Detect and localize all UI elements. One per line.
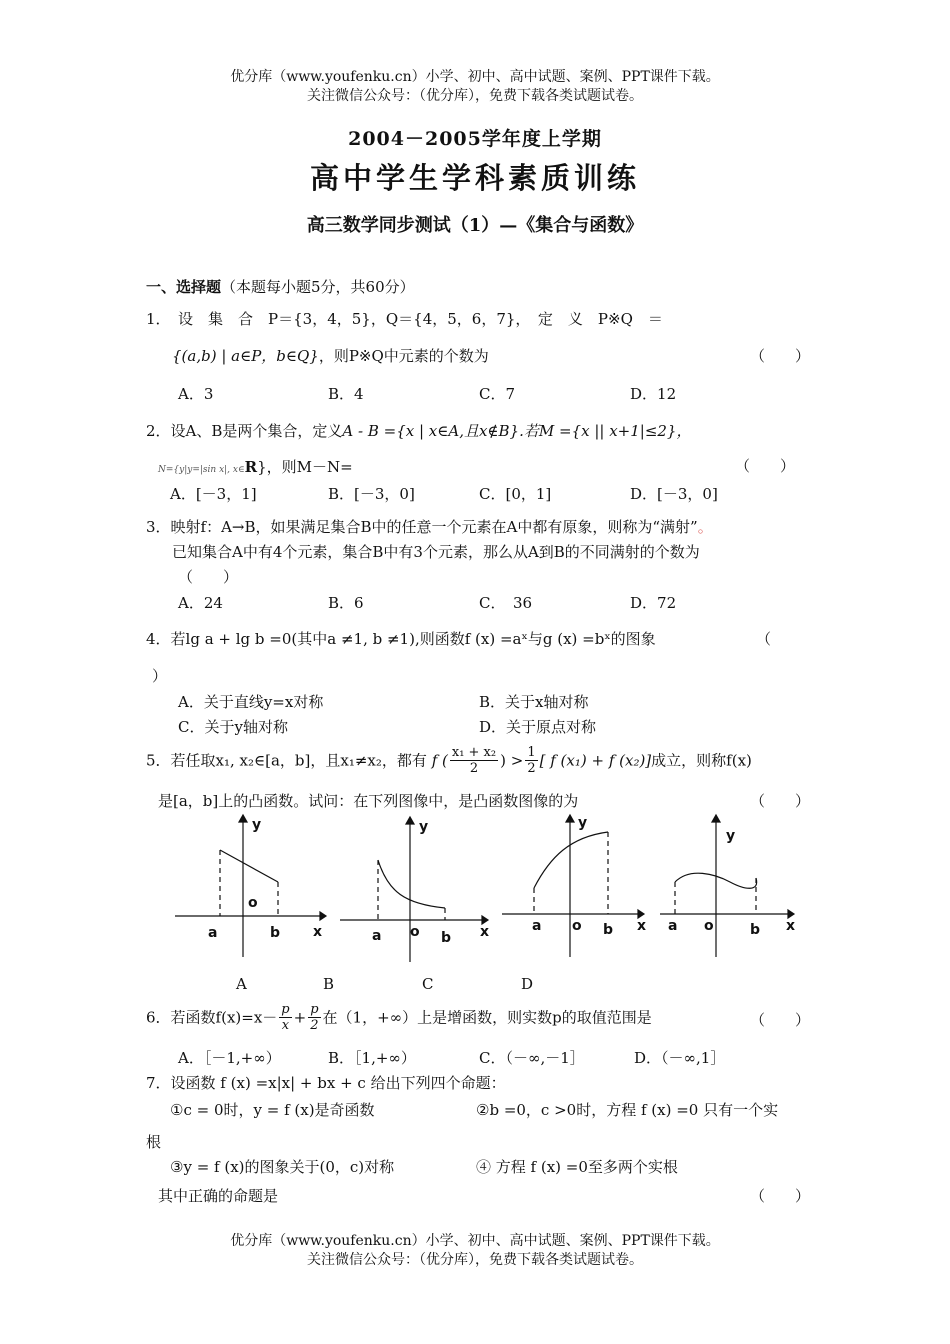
q2-line1 (146, 420, 691, 441)
header-ad-line1: 优分库（www.youfenku.cn）小学、初中、高中试题、案例、PPT课件下载。 (230, 69, 720, 85)
graph-d-x-label: x (786, 918, 796, 934)
graph-a-o-label: o (248, 895, 258, 911)
q6-option-b: B．［1,+∞） (328, 1049, 416, 1067)
q1-line1: 1． 设 集 合 P＝{3，4，5}，Q＝{4，5，6，7}， 定 义 P※Q ＝ (146, 310, 663, 328)
graph-c-y-label: y (578, 815, 588, 831)
q4-paren-close: ） (152, 667, 168, 685)
q7-prop3: ③y = f (x)的图象关于(0，c)对称 (170, 1158, 395, 1176)
q4-option-c: C．关于y轴对称 (178, 718, 288, 736)
graph-caption-a: A (236, 975, 247, 993)
q5-line2: 是[a，b]上的凸函数。试问：在下列图像中，是凸函数图像的为 (158, 792, 579, 810)
title-year: 2004－2005学年度上学期 (348, 128, 602, 150)
q6-tail: 在（1，+∞）上是增函数，则实数p的取值范围是 (322, 1008, 652, 1027)
graph-a-b-label: b (270, 925, 281, 941)
q2-def-math: A - B ={x | x∈A,且x∉B}.若M ={x || x+1|≤2}， (342, 422, 692, 440)
q1-option-a: A．3 (178, 385, 214, 403)
q1-question: ，则P※Q中元素的个数为 (318, 347, 489, 365)
q4-paren-open: （ (756, 630, 772, 648)
q7-prop1: ①c = 0时，y = f (x)是奇函数 (170, 1101, 375, 1119)
graph-b-y-label: y (419, 819, 429, 835)
q6-frac-two: 2 (310, 1018, 319, 1033)
graph-d-b-label: b (750, 922, 761, 938)
q2-real-r: R (244, 458, 258, 476)
q6-option-a: A．［－1,+∞） (178, 1049, 281, 1067)
graph-b-o-label: o (410, 924, 420, 940)
q7-answer-paren: （ ） (750, 1187, 811, 1205)
q6-intro: 6．若函数f(x)=x－ (146, 1008, 278, 1027)
graph-c-x-arrow (638, 910, 644, 918)
q4-option-a: A．关于直线y=x对称 (178, 693, 324, 711)
q1-option-b: B．4 (328, 385, 364, 403)
q2-option-d: D．[－3，0] (630, 485, 718, 503)
graph-c-o-label: o (572, 918, 582, 934)
graph-b-x-arrow (482, 916, 488, 924)
graph-caption-b: B (323, 975, 335, 993)
graph-b-x-label: x (480, 924, 490, 940)
title-sub: 高三数学同步测试（1）—《集合与函数》 (306, 215, 644, 236)
graph-a-y-label: y (252, 817, 262, 833)
q3-line2: 已知集合A中有4个元素，集合B中有3个元素，那么从A到B的不同满射的个数为 (172, 543, 700, 561)
q3-option-c: C． 36 (479, 594, 533, 612)
graph-d-y-arrow (712, 815, 720, 822)
header-ad-line2: 关注微信公众号：（优分库），免费下载各类试题试卷。 (307, 88, 643, 104)
q5-frac-den: 2 (469, 761, 479, 776)
q2-question: }，则M－N= (257, 458, 353, 476)
q3-answer-paren: （ ） (178, 568, 239, 586)
q3-option-d: D．72 (630, 594, 677, 612)
q5-sum: [ f (x₁) + f (x₂)] (539, 751, 652, 770)
graph-d-o-label: o (704, 918, 714, 934)
q5-frac-num: x₁ + x₂ (451, 745, 497, 760)
graph-a-a-label: a (208, 925, 218, 941)
q7-prop2: ②b =0，c >0时，方程 f (x) =0 只有一个实 (476, 1101, 779, 1119)
q5-answer-paren: （ ） (750, 792, 811, 810)
q5-graphs (160, 812, 820, 992)
q5-line1 (146, 745, 752, 776)
q6-frac-p2 (308, 1002, 320, 1033)
q2-option-c: C．[0，1] (479, 485, 552, 503)
graph-b-a-label: a (372, 928, 382, 944)
q5-half (525, 745, 537, 776)
q3-text1: 3．映射f：A→B，如果满足集合B中的任意一个元素在A中都有原象，则称为“满射” (146, 518, 698, 536)
q7-prop4: ④ 方程 f (x) =0至多两个实根 (476, 1158, 678, 1176)
q6-line1 (146, 1002, 652, 1033)
q6-plus: + (293, 1008, 307, 1027)
graph-caption-c: C (422, 975, 434, 993)
q1-set-math: {(a,b) | a∈P，b∈Q} (172, 347, 319, 365)
q7-prop2-cont: 根 (146, 1133, 162, 1151)
graph-c-curve (534, 832, 608, 888)
graph-a-x-arrow (320, 912, 326, 920)
q2-set-n: N={y|y=|sin x|, x∈ (158, 465, 245, 475)
graph-d-y-label: y (726, 828, 736, 844)
graph-b-y-arrow (406, 817, 414, 824)
graph-c-y-arrow (566, 815, 574, 822)
q6-frac-x: x (281, 1018, 290, 1033)
graph-a-curve (220, 850, 278, 882)
q5-fraction (450, 745, 498, 776)
q4-line1: 4．若lg a + lg b =0(其中a ≠1, b ≠1),则函数f (x) =aˣ与g (x) =bˣ的图象 (146, 630, 656, 648)
q5-gt: ) > (500, 751, 524, 770)
graph-b-b-label: b (441, 930, 452, 946)
q5-half-den: 2 (527, 761, 536, 776)
q6-frac-px (279, 1002, 291, 1033)
q2-option-b: B．[－3，0] (328, 485, 415, 503)
q3-line1 (146, 516, 713, 537)
q4-option-b: B．关于x轴对称 (479, 693, 589, 711)
q5-half-num: 1 (527, 745, 536, 760)
q6-frac-p-2: p (310, 1002, 319, 1017)
q2-answer-paren: （ ） (735, 457, 796, 475)
q1-option-c: C．7 (479, 385, 516, 403)
q7-ask: 其中正确的命题是 (158, 1187, 279, 1205)
q6-frac-p: p (281, 1002, 290, 1017)
q2-line2 (158, 456, 353, 477)
q5-tail: 成立，则称f(x) (651, 751, 752, 770)
graph-b-curve (378, 860, 445, 908)
q5-intro: 5．若任取x₁, x₂∈[a，b]，且x₁≠x₂，都有 (146, 751, 427, 770)
graph-a-x-label: x (313, 924, 323, 940)
q1-answer-paren: （ ） (750, 347, 811, 365)
q1-option-d: D．12 (630, 385, 677, 403)
graph-c-a-label: a (532, 918, 542, 934)
graph-c-x-label: x (637, 918, 647, 934)
footer-ad-line1: 优分库（www.youfenku.cn）小学、初中、高中试题、案例、PPT课件下载。 (230, 1233, 720, 1249)
q3-option-b: B．6 (328, 594, 364, 612)
section-heading (146, 276, 415, 297)
footer-ad-line2: 关注微信公众号：（优分库），免费下载各类试题试卷。 (307, 1252, 643, 1268)
q3-period-mark: 。 (697, 518, 713, 536)
section-note: （本题每小题5分，共60分） (221, 278, 415, 296)
graph-d-x-arrow (788, 910, 794, 918)
title-main: 高中学生学科素质训练 (309, 161, 640, 195)
graph-d-a-label: a (668, 918, 678, 934)
q6-option-d: D．（－∞,1］ (634, 1049, 726, 1067)
q2-option-a: A．[－3，1] (170, 485, 257, 503)
graph-caption-d: D (521, 975, 534, 993)
q7-line1: 7．设函数 f (x) =x|x| + bx + c 给出下列四个命题： (146, 1074, 506, 1092)
q6-option-c: C．（－∞,－1］ (479, 1049, 585, 1067)
graph-a-y-arrow (239, 815, 247, 822)
q2-intro: 2．设A、B是两个集合，定义 (146, 422, 343, 440)
q6-answer-paren: （ ） (750, 1011, 811, 1029)
q4-option-d: D．关于原点对称 (479, 718, 597, 736)
graph-c-b-label: b (603, 922, 614, 938)
section-label: 一、选择题 (146, 278, 222, 296)
q3-option-a: A．24 (178, 594, 223, 612)
q5-f-open: f ( (431, 751, 448, 770)
q1-line2 (172, 345, 489, 366)
